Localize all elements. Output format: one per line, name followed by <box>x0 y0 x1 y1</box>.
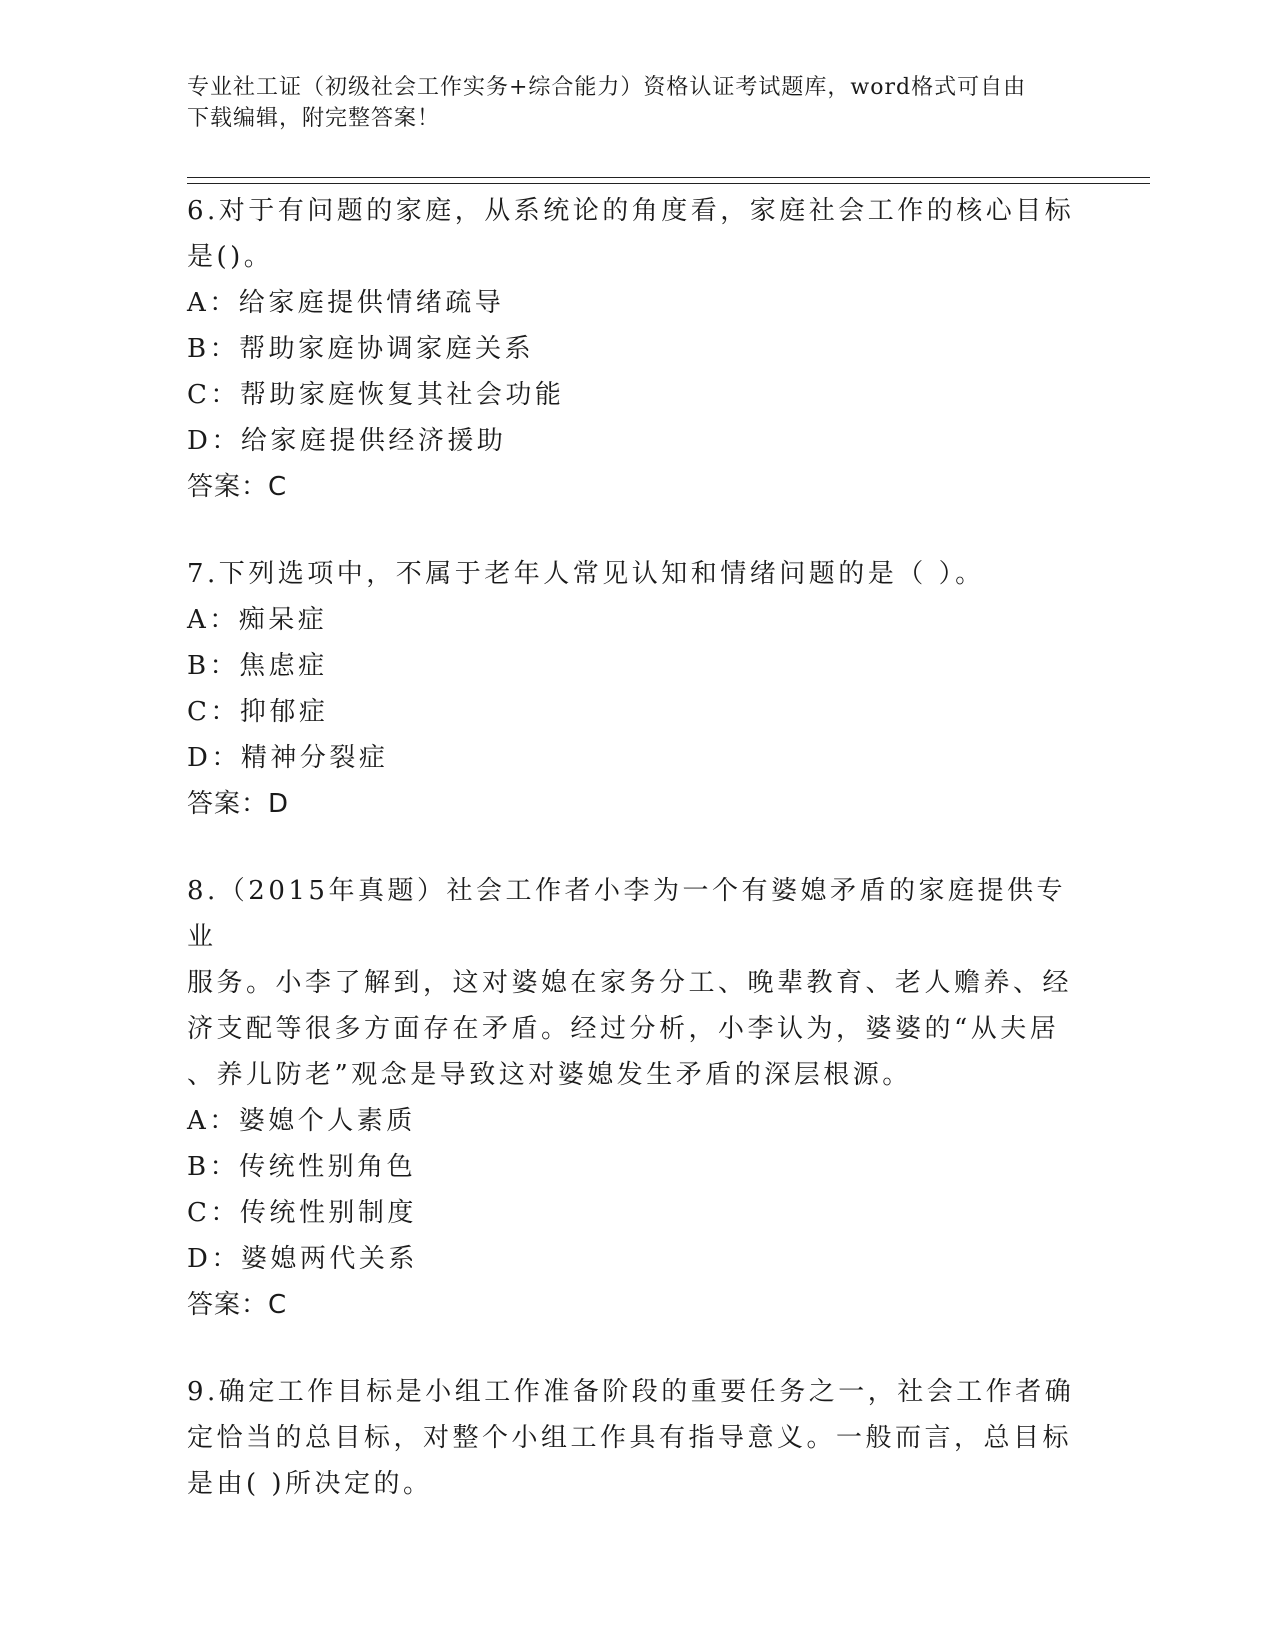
option-d: D：给家庭提供经济援助 <box>187 426 507 456</box>
question-text-line: 定恰当的总目标，对整个小组工作具有指导意义。一般而言，总目标 <box>187 1423 1073 1453</box>
option-b: B：帮助家庭协调家庭关系 <box>187 334 535 364</box>
question-text-line: 是()。 <box>187 242 274 272</box>
question-text-line: 、养儿防老”观念是导致这对婆媳发生矛盾的深层根源。 <box>187 1060 912 1090</box>
question-text-line: 6.对于有问题的家庭，从系统论的角度看，家庭社会工作的核心目标 <box>187 196 1075 226</box>
option-d: D：精神分裂症 <box>187 743 389 773</box>
question-text-line: 济支配等很多方面存在矛盾。经过分析，小李认为，婆婆的“从夫居 <box>187 1014 1060 1044</box>
header-rule-top <box>187 177 1150 178</box>
option-c: C：传统性别制度 <box>187 1198 417 1228</box>
question-7 <box>187 551 1087 827</box>
answer: 答案：C <box>187 472 288 502</box>
answer: 答案：D <box>187 789 290 819</box>
question-8 <box>187 868 1087 1328</box>
question-6 <box>187 188 1087 510</box>
header-line-2: 下载编辑，附完整答案！ <box>187 106 441 131</box>
option-c: C：抑郁症 <box>187 697 329 727</box>
option-d: D：婆媳两代关系 <box>187 1244 418 1274</box>
option-b: B：传统性别角色 <box>187 1152 417 1182</box>
option-a: A：给家庭提供情绪疏导 <box>187 288 505 318</box>
question-text-line: 7.下列选项中，不属于老年人常见认知和情绪问题的是（ ）。 <box>187 559 985 589</box>
answer: 答案：C <box>187 1290 288 1320</box>
document-header <box>187 72 1087 134</box>
header-line-1: 专业社工证（初级社会工作实务+综合能力）资格认证考试题库，word格式可自由 <box>187 75 1027 100</box>
question-9 <box>187 1369 1087 1507</box>
question-text-line: 服务。小李了解到，这对婆媳在家务分工、晚辈教育、老人赡养、经 <box>187 968 1073 998</box>
question-text-line: 9.确定工作目标是小组工作准备阶段的重要任务之一，社会工作者确 <box>187 1377 1075 1407</box>
question-text-line: 8.（2015年真题）社会工作者小李为一个有婆媳矛盾的家庭提供专业 <box>187 876 1066 952</box>
question-list <box>187 188 1087 1548</box>
question-text-line: 是由( )所决定的。 <box>187 1469 433 1499</box>
option-b: B：焦虑症 <box>187 651 328 681</box>
option-c: C：帮助家庭恢复其社会功能 <box>187 380 565 410</box>
option-a: A：婆媳个人素质 <box>187 1106 416 1136</box>
header-rule-bottom <box>187 183 1150 184</box>
option-a: A：痴呆症 <box>187 605 328 635</box>
